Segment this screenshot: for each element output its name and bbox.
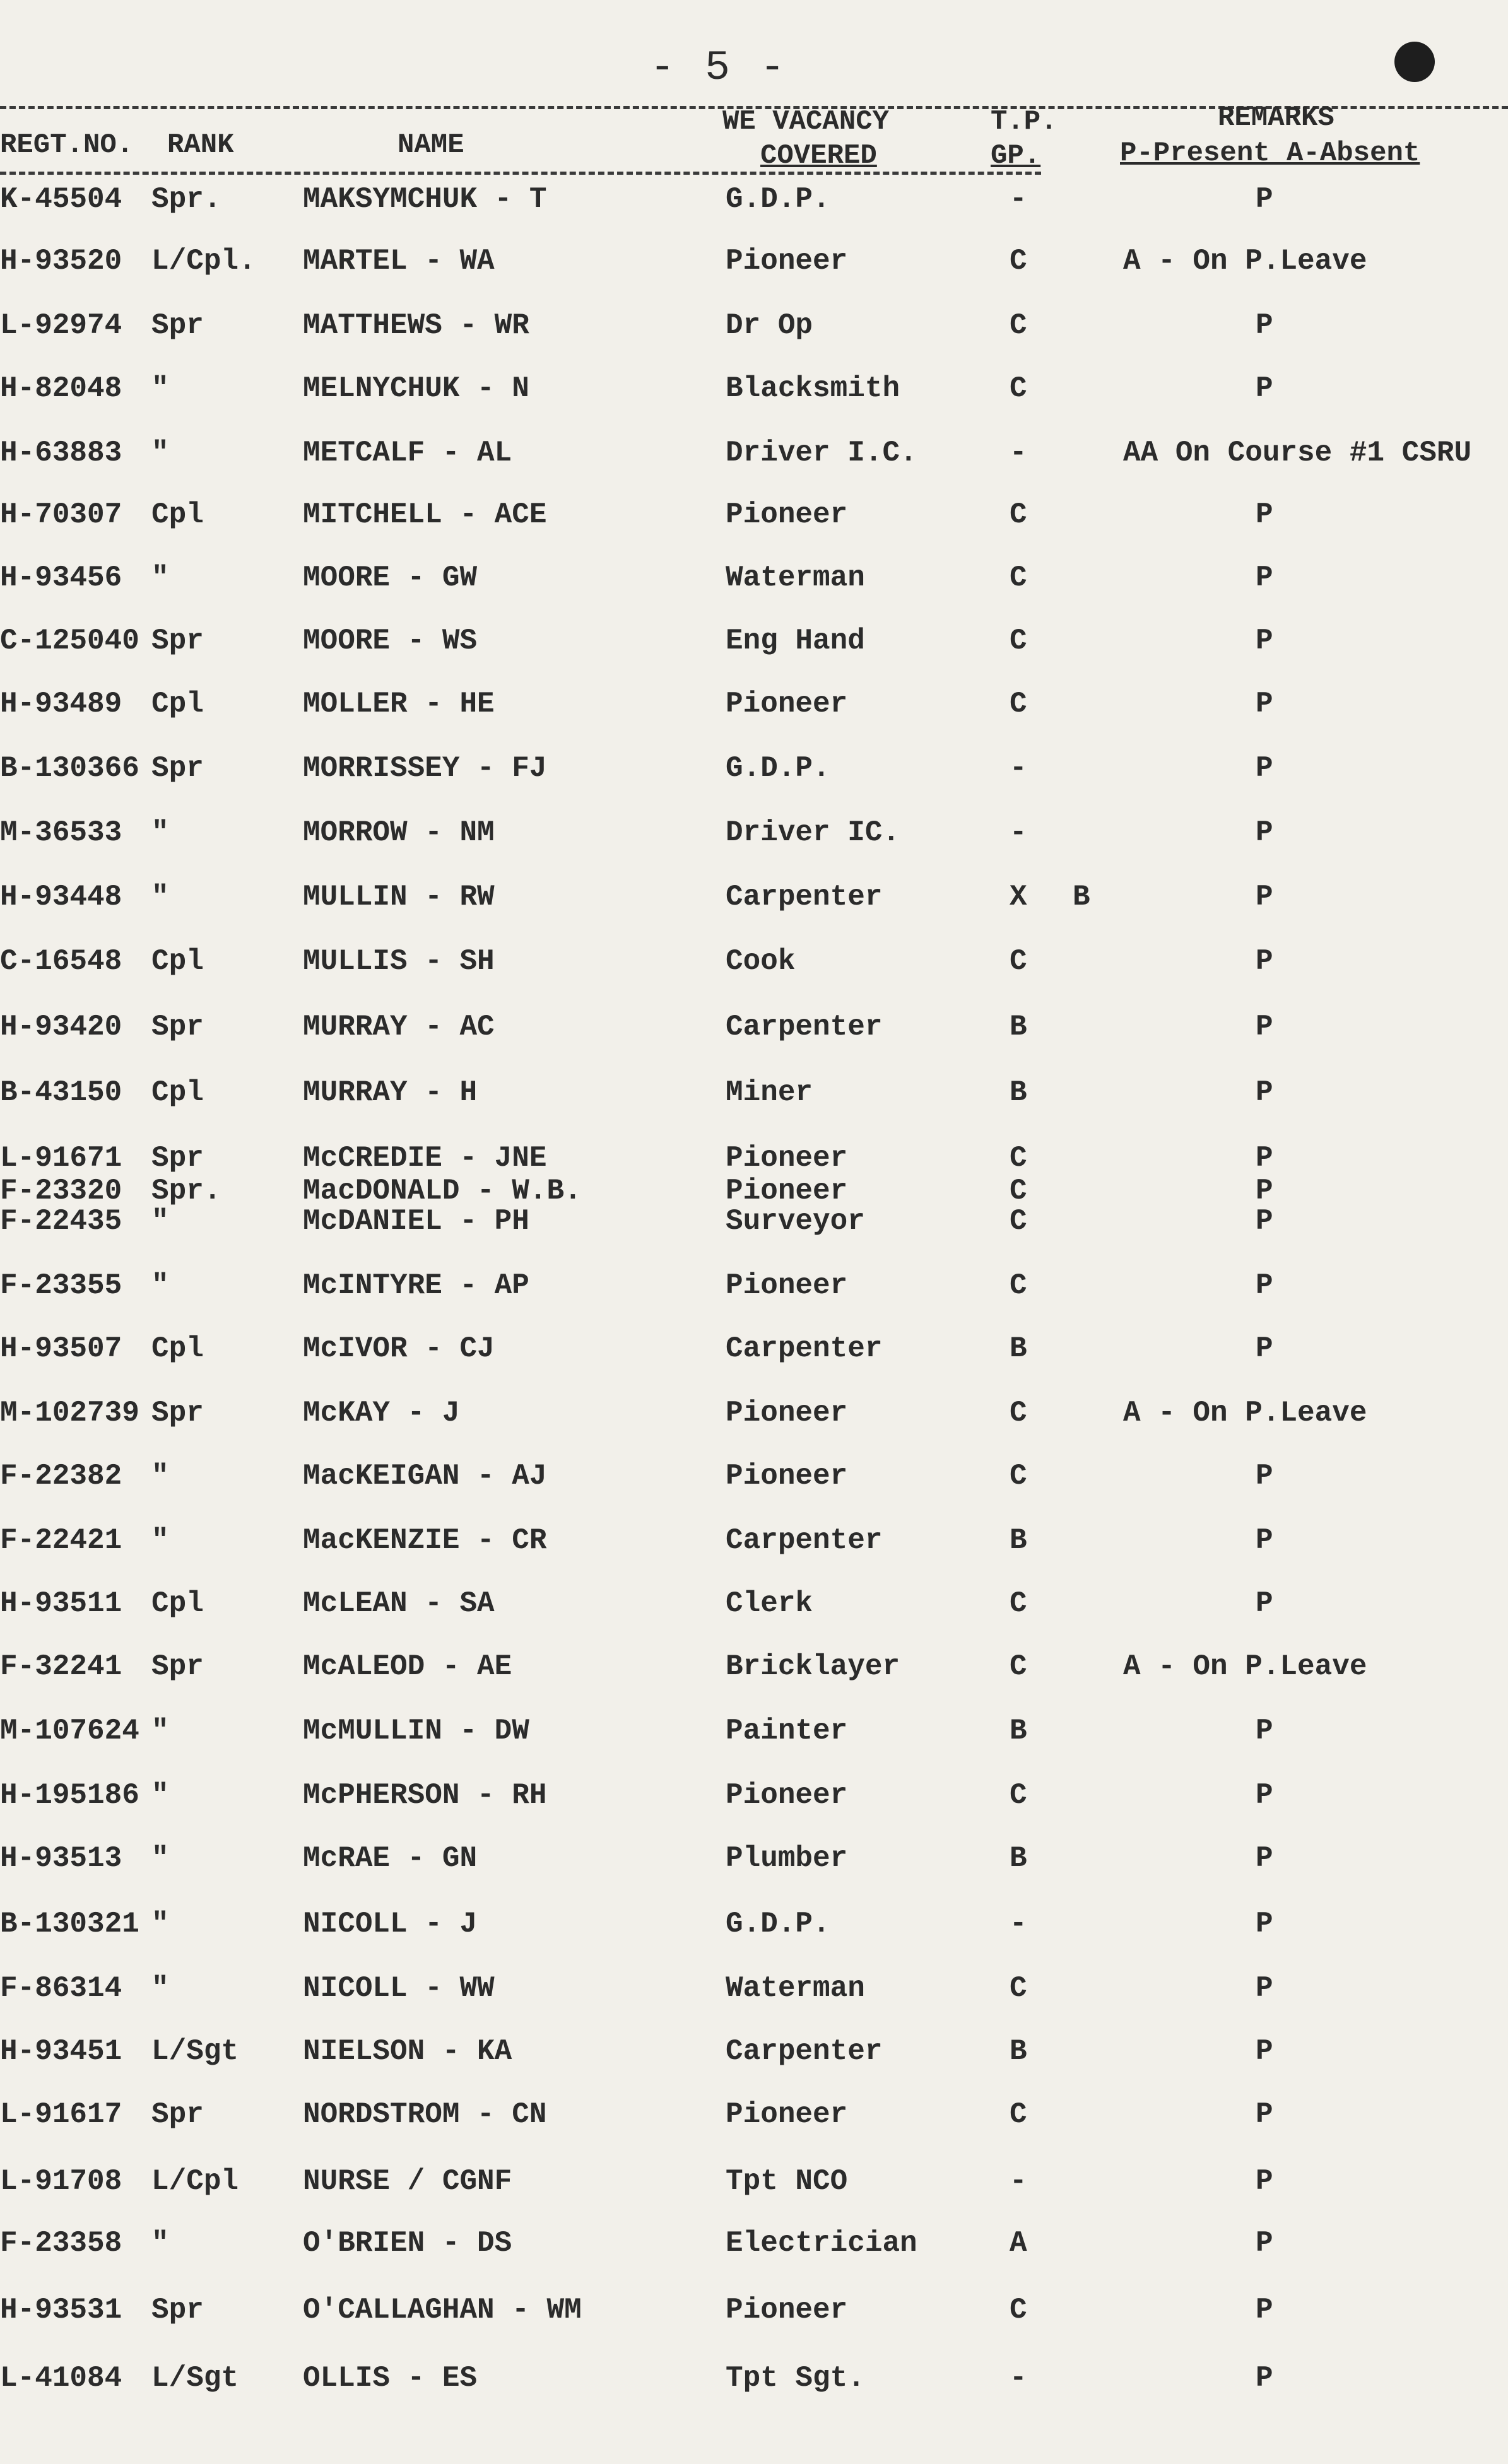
table-row [0, 752, 1508, 807]
rank-cell: Spr [151, 1011, 204, 1043]
name-cell: O'BRIEN - DS [303, 2227, 512, 2260]
table-row [0, 1779, 1508, 1834]
header-vacancy-line1: WE VACANCY [722, 106, 890, 138]
remarks-cell: P [1256, 752, 1273, 785]
tp-group-cell: - [1010, 1908, 1027, 1940]
vacancy-cell: Pioneer [726, 498, 848, 531]
tp-group-cell: B [1010, 1076, 1027, 1109]
table-row [0, 1460, 1508, 1515]
regt-no-cell: F-23358 [0, 2227, 122, 2260]
vacancy-cell: Pioneer [726, 2098, 848, 2131]
regt-no-cell: M-36533 [0, 816, 122, 849]
rank-cell: Spr. [151, 183, 221, 216]
table-row [0, 1205, 1508, 1260]
remarks-cell: P [1256, 2227, 1273, 2260]
regt-no-cell: F-23320 [0, 1175, 122, 1207]
vacancy-cell: Carpenter [726, 2035, 883, 2068]
regt-no-cell: L-91617 [0, 2098, 122, 2131]
rank-cell: " [151, 881, 169, 913]
name-cell: MOLLER - HE [303, 688, 495, 720]
rank-cell: Cpl [151, 1587, 204, 1620]
rank-cell: " [151, 561, 169, 594]
vacancy-cell: Painter [726, 1715, 848, 1747]
regt-no-cell: K-45504 [0, 183, 122, 216]
regt-no-cell: F-86314 [0, 1972, 122, 2005]
regt-no-cell: H-93531 [0, 2294, 122, 2326]
tp-group-cell: - [1010, 437, 1027, 469]
regt-no-cell: H-63883 [0, 437, 122, 469]
header-remarks-line2: P-Present A-Absent [1120, 138, 1420, 169]
remarks-cell: P [1256, 1779, 1273, 1812]
vacancy-cell: Carpenter [726, 1332, 883, 1365]
rank-cell: " [151, 1460, 169, 1493]
regt-no-cell: H-93489 [0, 688, 122, 720]
remarks-cell: P [1256, 1175, 1273, 1207]
table-row [0, 2294, 1508, 2349]
remarks-cell: P [1256, 1842, 1273, 1875]
remarks-cell: P [1256, 309, 1273, 342]
table-row [0, 1587, 1508, 1643]
regt-no-cell: F-22421 [0, 1524, 122, 1557]
tp-group-cell: C [1010, 2294, 1027, 2326]
table-row [0, 816, 1508, 872]
vacancy-cell: Dr Op [726, 309, 813, 342]
tp-group-cell: B [1010, 1715, 1027, 1747]
rank-cell: " [151, 372, 169, 405]
tp-group-cell: C [1010, 688, 1027, 720]
name-cell: McLEAN - SA [303, 1587, 495, 1620]
header-name: NAME [398, 129, 464, 161]
tp-group-cell: C [1010, 1205, 1027, 1238]
regt-no-cell: L-92974 [0, 309, 122, 342]
rank-cell: Spr. [151, 1175, 221, 1207]
remarks-cell: P [1256, 498, 1273, 531]
name-cell: MORRISSEY - FJ [303, 752, 547, 785]
tp-group-cell: B [1010, 1011, 1027, 1043]
regt-no-cell: F-32241 [0, 1650, 122, 1683]
regt-no-cell: H-93520 [0, 245, 122, 278]
tp-group-cell: C [1010, 245, 1027, 278]
vacancy-cell: G.D.P. [726, 183, 830, 216]
remarks-cell: P [1256, 945, 1273, 978]
regt-no-cell: B-43150 [0, 1076, 122, 1109]
tp-group-extra-cell: B [1073, 881, 1090, 913]
table-row [0, 1332, 1508, 1388]
rank-cell: " [151, 2227, 169, 2260]
table-row [0, 1011, 1508, 1066]
tp-group-cell: B [1010, 1332, 1027, 1365]
regt-no-cell: C-125040 [0, 625, 139, 657]
name-cell: MacKEIGAN - AJ [303, 1460, 547, 1493]
regt-no-cell: H-70307 [0, 498, 122, 531]
regt-no-cell: C-16548 [0, 945, 122, 978]
header-remarks-line1: REMARKS [1218, 102, 1334, 134]
rank-cell: Spr [151, 1650, 204, 1683]
vacancy-cell: Pioneer [726, 1269, 848, 1302]
table-row [0, 2227, 1508, 2282]
tp-group-cell: C [1010, 372, 1027, 405]
remarks-cell: P [1256, 2035, 1273, 2068]
rank-cell: Spr [151, 2294, 204, 2326]
regt-no-cell: L-91671 [0, 1142, 122, 1175]
remarks-cell: P [1256, 625, 1273, 657]
vacancy-cell: Tpt Sgt. [726, 2362, 865, 2395]
name-cell: McPHERSON - RH [303, 1779, 547, 1812]
tp-group-cell: C [1010, 2098, 1027, 2131]
table-row [0, 561, 1508, 617]
header-rank: RANK [167, 129, 234, 161]
regt-no-cell: M-102739 [0, 1397, 139, 1429]
rank-cell: Spr [151, 309, 204, 342]
table-row [0, 245, 1508, 300]
remarks-cell: P [1256, 372, 1273, 405]
rank-cell: Cpl [151, 498, 204, 531]
name-cell: MacDONALD - W.B. [303, 1175, 582, 1207]
name-cell: McKAY - J [303, 1397, 460, 1429]
regt-no-cell: F-22382 [0, 1460, 122, 1493]
rank-cell: " [151, 1972, 169, 2005]
name-cell: O'CALLAGHAN - WM [303, 2294, 582, 2326]
table-row [0, 688, 1508, 743]
remarks-cell: P [1256, 1269, 1273, 1302]
name-cell: MURRAY - AC [303, 1011, 495, 1043]
header-tp-line2: GP. [991, 140, 1041, 172]
name-cell: McRAE - GN [303, 1842, 478, 1875]
vacancy-cell: Pioneer [726, 245, 848, 278]
table-row [0, 1269, 1508, 1325]
name-cell: OLLIS - ES [303, 2362, 478, 2395]
name-cell: NURSE / CGNF [303, 2165, 512, 2198]
tp-group-cell: C [1010, 309, 1027, 342]
table-row [0, 1972, 1508, 2027]
tp-group-cell: C [1010, 1397, 1027, 1429]
rank-cell: Spr [151, 1142, 204, 1175]
tp-group-cell: C [1010, 1779, 1027, 1812]
vacancy-cell: Electrician [726, 2227, 917, 2260]
rank-cell: Cpl [151, 1076, 204, 1109]
tp-group-cell: C [1010, 1460, 1027, 1493]
remarks-cell: P [1256, 183, 1273, 216]
rank-cell: L/Cpl [151, 2165, 239, 2198]
tp-group-cell: C [1010, 1269, 1027, 1302]
rank-cell: Cpl [151, 945, 204, 978]
name-cell: MOORE - GW [303, 561, 478, 594]
table-row [0, 625, 1508, 680]
remarks-cell: P [1256, 1142, 1273, 1175]
table-row [0, 1842, 1508, 1898]
table-row [0, 1397, 1508, 1452]
remarks-cell: P [1256, 1715, 1273, 1747]
vacancy-cell: Waterman [726, 1972, 865, 2005]
tp-group-cell: - [1010, 2362, 1027, 2395]
tp-group-cell: C [1010, 1175, 1027, 1207]
table-row [0, 498, 1508, 554]
remarks-cell: P [1256, 1076, 1273, 1109]
tp-group-cell: C [1010, 498, 1027, 531]
name-cell: MATTHEWS - WR [303, 309, 529, 342]
rank-cell: " [151, 1205, 169, 1238]
table-row [0, 372, 1508, 428]
tp-group-cell: C [1010, 625, 1027, 657]
rank-cell: Cpl [151, 1332, 204, 1365]
regt-no-cell: M-107624 [0, 1715, 139, 1747]
table-row [0, 2165, 1508, 2221]
rank-cell: L/Sgt [151, 2035, 239, 2068]
remarks-cell: A - On P.Leave [1123, 1397, 1367, 1429]
regt-no-cell: H-195186 [0, 1779, 139, 1812]
rank-cell: L/Sgt [151, 2362, 239, 2395]
vacancy-cell: Plumber [726, 1842, 848, 1875]
regt-no-cell: H-93451 [0, 2035, 122, 2068]
name-cell: MITCHELL - ACE [303, 498, 547, 531]
rank-cell: " [151, 1842, 169, 1875]
tp-group-cell: - [1010, 816, 1027, 849]
vacancy-cell: Waterman [726, 561, 865, 594]
remarks-cell: P [1256, 688, 1273, 720]
name-cell: McCREDIE - JNE [303, 1142, 547, 1175]
vacancy-cell: Blacksmith [726, 372, 900, 405]
vacancy-cell: Tpt NCO [726, 2165, 848, 2198]
remarks-cell: P [1256, 881, 1273, 913]
regt-no-cell: H-93456 [0, 561, 122, 594]
rank-cell: L/Cpl. [151, 245, 256, 278]
vacancy-cell: Carpenter [726, 1524, 883, 1557]
rank-cell: " [151, 1715, 169, 1747]
vacancy-cell: Driver IC. [726, 816, 900, 849]
name-cell: NICOLL - J [303, 1908, 478, 1940]
table-row [0, 1524, 1508, 1580]
remarks-cell: AA On Course #1 CSRU [1123, 437, 1472, 469]
vacancy-cell: Driver I.C. [726, 437, 917, 469]
name-cell: MORROW - NM [303, 816, 495, 849]
vacancy-cell: Miner [726, 1076, 813, 1109]
tp-group-cell: A [1010, 2227, 1027, 2260]
regt-no-cell: B-130321 [0, 1908, 139, 1940]
name-cell: MacKENZIE - CR [303, 1524, 547, 1557]
rank-cell: Spr [151, 1397, 204, 1429]
table-row [0, 437, 1508, 492]
tp-group-cell: - [1010, 752, 1027, 785]
rank-cell: Spr [151, 625, 204, 657]
remarks-cell: P [1256, 816, 1273, 849]
remarks-cell: P [1256, 2294, 1273, 2326]
tp-group-cell: - [1010, 2165, 1027, 2198]
vacancy-cell: Bricklayer [726, 1650, 900, 1683]
vacancy-cell: Eng Hand [726, 625, 865, 657]
remarks-cell: A - On P.Leave [1123, 1650, 1367, 1683]
vacancy-cell: Pioneer [726, 1175, 848, 1207]
table-row [0, 2098, 1508, 2154]
table-row [0, 1650, 1508, 1706]
name-cell: McDANIEL - PH [303, 1205, 529, 1238]
remarks-cell: P [1256, 1205, 1273, 1238]
rank-cell: Spr [151, 2098, 204, 2131]
table-row [0, 2035, 1508, 2091]
name-cell: MURRAY - H [303, 1076, 478, 1109]
punch-hole-dot [1394, 42, 1435, 82]
regt-no-cell: L-41084 [0, 2362, 122, 2395]
vacancy-cell: Pioneer [726, 688, 848, 720]
name-cell: MOORE - WS [303, 625, 478, 657]
remarks-cell: P [1256, 1908, 1273, 1940]
header-tp-line1: T.P. [991, 106, 1057, 138]
page-number: - 5 - [650, 44, 788, 91]
tp-group-cell: - [1010, 183, 1027, 216]
name-cell: NORDSTROM - CN [303, 2098, 547, 2131]
name-cell: MAKSYMCHUK - T [303, 183, 547, 216]
vacancy-cell: G.D.P. [726, 1908, 830, 1940]
table-row [0, 881, 1508, 936]
regt-no-cell: H-93507 [0, 1332, 122, 1365]
vacancy-cell: G.D.P. [726, 752, 830, 785]
remarks-cell: P [1256, 561, 1273, 594]
regt-no-cell: H-93511 [0, 1587, 122, 1620]
tp-group-cell: C [1010, 561, 1027, 594]
table-row [0, 1076, 1508, 1132]
name-cell: NICOLL - WW [303, 1972, 495, 2005]
header-vacancy-line2: COVERED [760, 140, 877, 172]
name-cell: MULLIN - RW [303, 881, 495, 913]
tp-group-cell: B [1010, 1524, 1027, 1557]
regt-no-cell: B-130366 [0, 752, 139, 785]
vacancy-cell: Pioneer [726, 1142, 848, 1175]
name-cell: MULLIS - SH [303, 945, 495, 978]
rank-cell: " [151, 437, 169, 469]
rank-cell: " [151, 1524, 169, 1557]
vacancy-cell: Pioneer [726, 2294, 848, 2326]
vacancy-cell: Clerk [726, 1587, 813, 1620]
name-cell: McALEOD - AE [303, 1650, 512, 1683]
remarks-cell: A - On P.Leave [1123, 245, 1367, 278]
table-row [0, 945, 1508, 1000]
regt-no-cell: F-23355 [0, 1269, 122, 1302]
regt-no-cell: H-93420 [0, 1011, 122, 1043]
regt-no-cell: H-82048 [0, 372, 122, 405]
remarks-cell: P [1256, 2165, 1273, 2198]
vacancy-cell: Pioneer [726, 1779, 848, 1812]
regt-no-cell: H-93448 [0, 881, 122, 913]
remarks-cell: P [1256, 2098, 1273, 2131]
remarks-cell: P [1256, 1587, 1273, 1620]
table-row [0, 2362, 1508, 2417]
table-row [0, 1908, 1508, 1963]
tp-group-cell: C [1010, 945, 1027, 978]
vacancy-cell: Carpenter [726, 881, 883, 913]
rank-cell: " [151, 1779, 169, 1812]
name-cell: MARTEL - WA [303, 245, 495, 278]
remarks-cell: P [1256, 2362, 1273, 2395]
remarks-cell: P [1256, 1460, 1273, 1493]
remarks-cell: P [1256, 1524, 1273, 1557]
tp-group-cell: C [1010, 1972, 1027, 2005]
vacancy-cell: Surveyor [726, 1205, 865, 1238]
rank-cell: " [151, 816, 169, 849]
tp-group-cell: C [1010, 1142, 1027, 1175]
table-row [0, 183, 1508, 238]
name-cell: METCALF - AL [303, 437, 512, 469]
remarks-cell: P [1256, 1011, 1273, 1043]
vacancy-cell: Cook [726, 945, 796, 978]
name-cell: MELNYCHUK - N [303, 372, 529, 405]
vacancy-cell: Carpenter [726, 1011, 883, 1043]
name-cell: NIELSON - KA [303, 2035, 512, 2068]
tp-group-cell: B [1010, 2035, 1027, 2068]
header-bottom-rule [0, 172, 1041, 175]
table-row [0, 1715, 1508, 1770]
vacancy-cell: Pioneer [726, 1397, 848, 1429]
regt-no-cell: L-91708 [0, 2165, 122, 2198]
tp-group-cell: X [1010, 881, 1027, 913]
name-cell: McMULLIN - DW [303, 1715, 529, 1747]
name-cell: McINTYRE - AP [303, 1269, 529, 1302]
vacancy-cell: Pioneer [726, 1460, 848, 1493]
rank-cell: " [151, 1269, 169, 1302]
remarks-cell: P [1256, 1972, 1273, 2005]
table-row [0, 309, 1508, 365]
regt-no-cell: H-93513 [0, 1842, 122, 1875]
rank-cell: Spr [151, 752, 204, 785]
header-regt-no: REGT.NO. [0, 129, 134, 161]
tp-group-cell: B [1010, 1842, 1027, 1875]
remarks-cell: P [1256, 1332, 1273, 1365]
tp-group-cell: C [1010, 1587, 1027, 1620]
regt-no-cell: F-22435 [0, 1205, 122, 1238]
name-cell: McIVOR - CJ [303, 1332, 495, 1365]
rank-cell: Cpl [151, 688, 204, 720]
rank-cell: " [151, 1908, 169, 1940]
tp-group-cell: C [1010, 1650, 1027, 1683]
